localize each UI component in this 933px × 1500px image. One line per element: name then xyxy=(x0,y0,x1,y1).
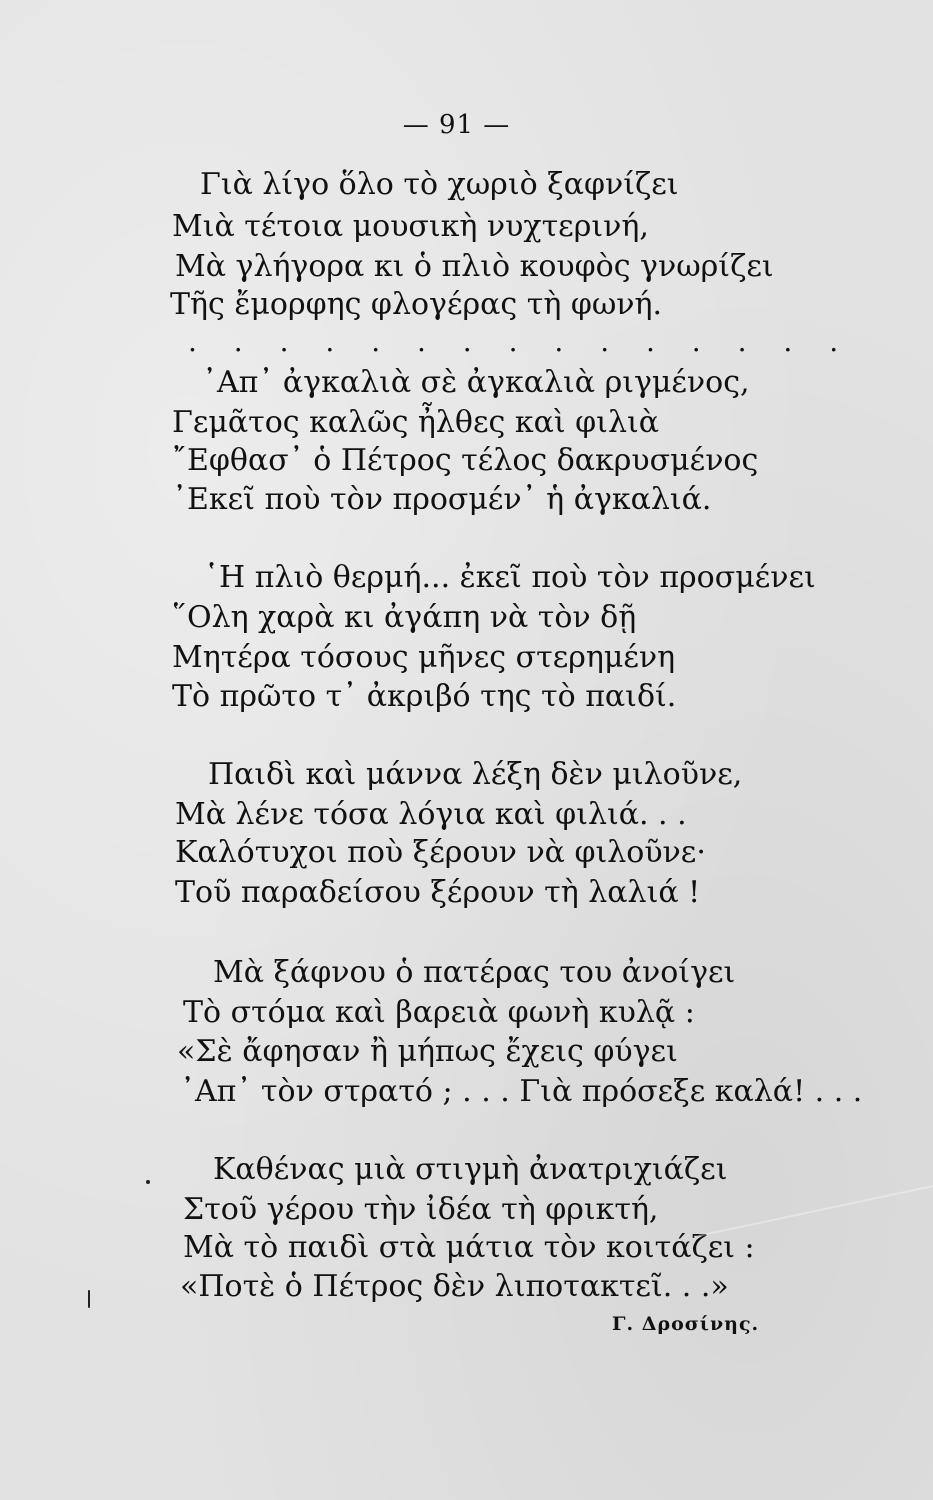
ink-speck xyxy=(146,1180,150,1184)
verse-line: Τὸ πρῶτο τ᾽ ἀκριβό της τὸ παιδί. xyxy=(172,679,677,714)
verse-line: Γιὰ λίγο ὅλο τὸ χωριὸ ξαφνίζει xyxy=(200,167,679,202)
verse-line: ᾽Απ᾽ ἀγκαλιὰ σὲ ἀγκαλιὰ ριγμένος, xyxy=(202,365,750,400)
verse-line: ᾽Απ᾽ τὸν στρατό ; . . . Γιὰ πρόσεξε καλά! . . . xyxy=(180,1074,863,1109)
verse-line: Τῆς ἔμορφης φλογέρας τὴ φωνή. xyxy=(170,287,663,322)
verse-line: «Σὲ ἄφησαν ἢ μήπως ἔχεις φύγει xyxy=(177,1034,678,1069)
verse-line: Παιδὶ καὶ μάννα λέξη δὲν μιλοῦνε, xyxy=(208,757,743,792)
verse-line: Τὸ στόμα καὶ βαρειὰ φωνὴ κυλᾷ : xyxy=(183,995,695,1030)
paper-fold-crease xyxy=(698,1185,933,1296)
verse-line: Μὰ τὸ παιδὶ στὰ μάτια τὸν κοιτάζει : xyxy=(183,1230,755,1265)
verse-line: Καλότυχοι ποὺ ξέρουν νὰ φιλοῦνε· xyxy=(175,835,706,870)
verse-line: Μὰ λένε τόσα λόγια καὶ φιλιά. . . xyxy=(175,797,687,832)
page-number: — 91 — xyxy=(402,110,511,140)
verse-line: Γεμᾶτος καλῶς ἦλθες καὶ φιλιὰ xyxy=(172,405,659,440)
verse-line: Τοῦ παραδείσου ξέρουν τὴ λαλιά ! xyxy=(175,875,701,910)
verse-line: «Ποτὲ ὁ Πέτρος δὲν λιποτακτεῖ. . .» xyxy=(180,1269,729,1304)
verse-line: ᾽Εκεῖ ποὺ τὸν προσμέν᾽ ἡ ἀγκαλιά. xyxy=(172,482,712,517)
verse-line: Μητέρα τόσους μῆνες στερημένη xyxy=(172,640,676,675)
verse-line: Μὰ γλήγορα κι ὁ πλιὸ κουφὸς γνωρίζει xyxy=(175,249,774,284)
ink-speck xyxy=(88,1290,90,1308)
verse-line: Μὰ ξάφνου ὁ πατέρας του ἀνοίγει xyxy=(213,955,736,990)
verse-line: Μιὰ τέτοια μουσικὴ νυχτερινή, xyxy=(172,209,649,244)
verse-line: Καθένας μιὰ στιγμὴ ἀνατριχιάζει xyxy=(213,1152,728,1187)
verse-line: ῞Ολη χαρὰ κι ἀγάπη νὰ τὸν δῇ xyxy=(172,600,637,635)
ellipsis-row: . . . . . . . . . . . . . . . xyxy=(188,325,853,358)
author-signature: Γ. Δροσίνης. xyxy=(612,1313,760,1335)
verse-line: ῎Εφθασ᾽ ὁ Πέτρος τέλος δακρυσμένος xyxy=(172,443,759,478)
verse-line: Στοῦ γέρου τὴν ἰδέα τὴ φρικτή, xyxy=(183,1192,659,1227)
verse-line: ῾Η πλιὸ θερμή... ἐκεῖ ποὺ τὸν προσμένει xyxy=(204,560,816,595)
